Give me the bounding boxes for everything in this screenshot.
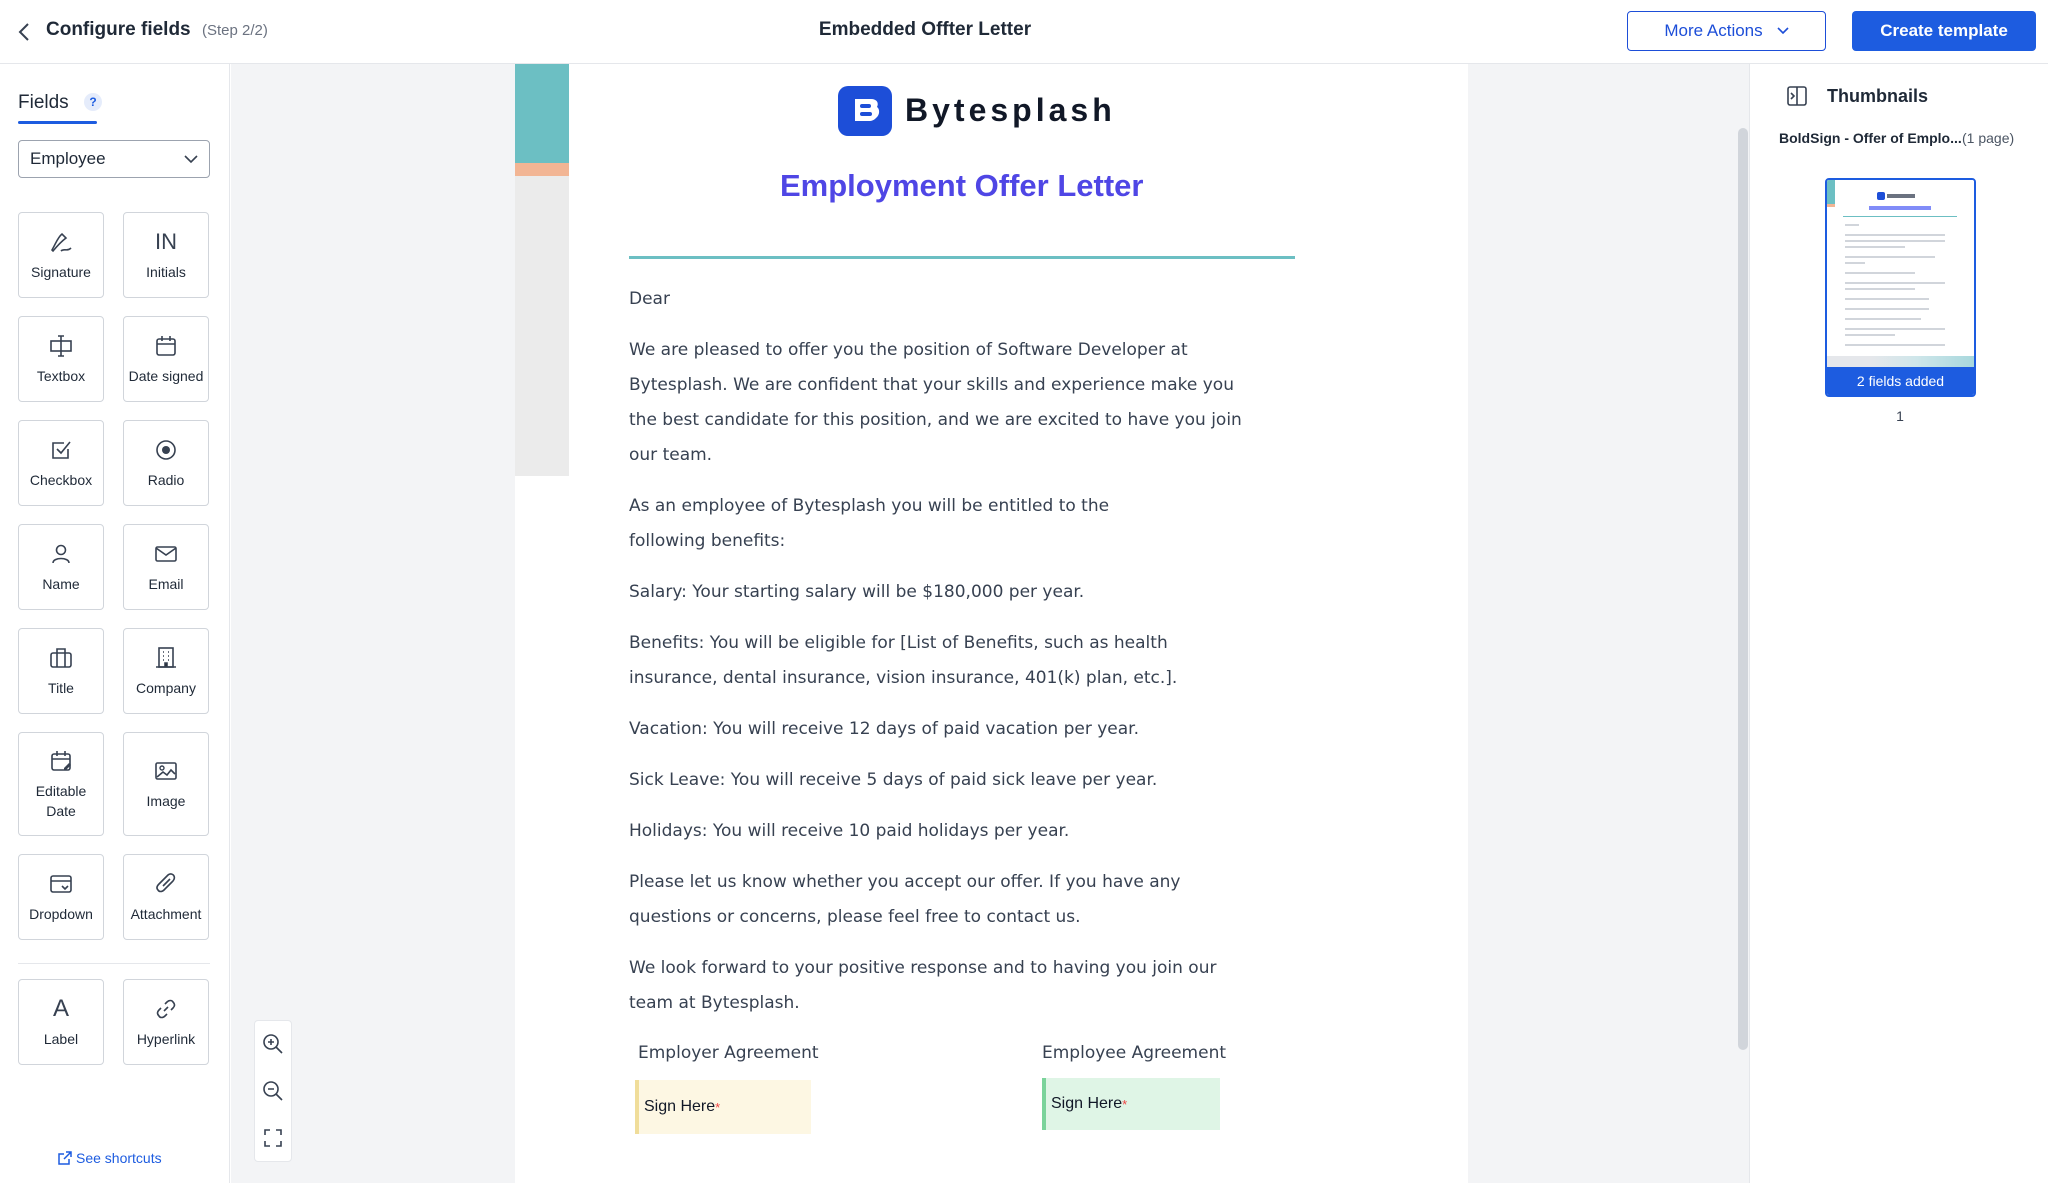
step-indicator: (Step 2/2): [202, 22, 268, 39]
field-company[interactable]: [123, 628, 209, 714]
letter-paragraph: We look forward to your positive response and to having you join our team at Bytesplash.: [629, 958, 1217, 1013]
field-attachment[interactable]: [123, 854, 209, 940]
calendar-edit-icon: [47, 747, 75, 775]
field-label: Editable Date: [35, 783, 87, 819]
more-actions-button[interactable]: [1627, 11, 1826, 51]
page-thumbnail[interactable]: [1825, 178, 1976, 397]
field-dropdown[interactable]: [18, 854, 104, 940]
thumbnail-page-number: 1: [1896, 408, 1904, 424]
field-label-tool[interactable]: [18, 979, 104, 1065]
fields-added-badge: 2 fields added: [1827, 367, 1974, 395]
checkbox-icon: [47, 436, 75, 464]
employer-signature-field[interactable]: [635, 1080, 811, 1134]
title-rule: [629, 256, 1295, 259]
field-label: Initials: [146, 264, 186, 280]
letter-paragraph: Holidays: You will receive 10 paid holidays per year.: [629, 821, 1070, 841]
field-label: Checkbox: [29, 472, 93, 488]
decorative-strip: [515, 64, 569, 163]
person-icon: [47, 540, 75, 568]
tab-fields[interactable]: Fields: [18, 92, 69, 113]
zoom-in-button[interactable]: [259, 1030, 287, 1058]
field-email[interactable]: [123, 524, 209, 610]
decorative-strip: [515, 176, 569, 476]
letter-title: Employment Offer Letter: [780, 168, 1144, 203]
field-name[interactable]: [18, 524, 104, 610]
top-bar: [0, 0, 2048, 64]
letter-paragraph: As an employee of Bytesplash you will be entitled to the following benefits:: [629, 496, 1110, 551]
more-actions-label: More Actions: [1664, 21, 1763, 40]
signature-icon: [47, 228, 75, 256]
field-label: Signature: [31, 264, 91, 280]
sign-here-label: Sign Here: [644, 1098, 716, 1115]
role-select[interactable]: [18, 140, 210, 178]
field-label: Radio: [147, 472, 185, 488]
initials-icon: IN: [155, 229, 177, 254]
field-signature[interactable]: [18, 212, 104, 298]
radio-icon: [152, 436, 180, 464]
briefcase-icon: [47, 644, 75, 672]
field-checkbox[interactable]: [18, 420, 104, 506]
page-title: Configure fields: [46, 19, 191, 40]
field-label: Textbox: [36, 368, 86, 384]
field-image[interactable]: [123, 732, 209, 836]
field-editable-date[interactable]: [18, 732, 104, 836]
field-label: Name: [42, 576, 80, 592]
field-textbox[interactable]: [18, 316, 104, 402]
letter-paragraph: We are pleased to offer you the position of Software Developer at Bytesplash. We are confident that your skills and experience make you the best candidate for this position, and we are excited to have you join our team.: [629, 340, 1242, 465]
field-label: Title: [48, 680, 74, 696]
see-shortcuts-link[interactable]: [58, 1150, 162, 1166]
letter-paragraph: Dear: [629, 289, 670, 309]
thumbnail-preview: [1827, 180, 1974, 367]
zoom-controls: [254, 1020, 292, 1162]
zoom-in-icon: [262, 1033, 284, 1055]
field-label: Hyperlink: [136, 1031, 196, 1047]
sign-here-label: Sign Here: [1051, 1095, 1123, 1112]
create-template-button[interactable]: Create template: [1852, 11, 2036, 51]
envelope-icon: [152, 540, 180, 568]
field-label: Attachment: [130, 906, 202, 922]
letter-paragraph: Salary: Your starting salary will be $180,000 per year.: [629, 582, 1085, 602]
chevron-down-icon: [1777, 27, 1789, 35]
letter-paragraph: Sick Leave: You will receive 5 days of paid sick leave per year.: [629, 770, 1158, 790]
field-date-signed[interactable]: [123, 316, 209, 402]
field-initials[interactable]: [123, 212, 209, 298]
field-label: Date signed: [128, 368, 204, 384]
field-radio[interactable]: [123, 420, 209, 506]
thumbnail-document-name: BoldSign - Offer of Emplo...: [1779, 130, 1962, 146]
sidebar-panel-icon[interactable]: [1786, 85, 1808, 107]
link-icon: [152, 995, 180, 1023]
textbox-icon: [47, 332, 75, 360]
tab-underline: [18, 121, 97, 124]
fullscreen-icon: [263, 1128, 283, 1148]
field-label: Email: [148, 576, 184, 592]
label-icon: A: [52, 995, 69, 1022]
zoom-out-icon: [262, 1080, 284, 1102]
brand-name: Bytesplash: [905, 92, 1116, 128]
calendar-icon: [152, 332, 180, 360]
field-label: Dropdown: [29, 906, 93, 922]
see-shortcuts-label: See shortcuts: [76, 1150, 162, 1166]
fit-to-screen-button[interactable]: [259, 1124, 287, 1152]
field-hyperlink[interactable]: [123, 979, 209, 1065]
required-marker: *: [715, 1099, 721, 1115]
panel-divider: [18, 963, 210, 964]
field-label: Company: [136, 680, 196, 696]
letter-paragraph: Vacation: You will receive 12 days of paid vacation per year.: [629, 719, 1139, 739]
dropdown-icon: [47, 870, 75, 898]
field-label: Label: [43, 1031, 79, 1047]
role-select-value: Employee: [30, 149, 106, 168]
paperclip-icon: [152, 870, 180, 898]
letter-paragraph: Benefits: You will be eligible for [List of Benefits, such as health insurance, dental insurance, vision insurance, 401(k) plan, etc.].: [629, 633, 1178, 688]
field-label: Image: [146, 793, 186, 809]
building-icon: [152, 644, 180, 672]
chevron-down-icon: [184, 155, 198, 164]
thumbnail-page-count: (1 page): [1962, 130, 2015, 146]
document-title: Embedded Offter Letter: [818, 19, 1032, 40]
image-icon: [152, 757, 180, 785]
external-link-icon: [58, 1151, 72, 1165]
field-title[interactable]: [18, 628, 104, 714]
letter-body: [629, 282, 1249, 1037]
employer-agreement-label: Employer Agreement: [638, 1043, 819, 1063]
required-marker: *: [1122, 1096, 1128, 1112]
employee-agreement-label: Employee Agreement: [1042, 1043, 1227, 1063]
decorative-strip: [515, 163, 569, 176]
fields-panel: [0, 64, 230, 1183]
bytesplash-logo-icon: [838, 86, 892, 136]
canvas-scrollbar[interactable]: [1738, 128, 1748, 1050]
employee-signature-field[interactable]: [1042, 1078, 1220, 1130]
help-icon[interactable]: ?: [84, 93, 102, 111]
letter-paragraph: Please let us know whether you accept our offer. If you have any questions or concerns, please feel free to contact us.: [629, 872, 1181, 927]
thumbnails-title: Thumbnails: [1827, 86, 1929, 106]
zoom-out-button[interactable]: [259, 1077, 287, 1105]
